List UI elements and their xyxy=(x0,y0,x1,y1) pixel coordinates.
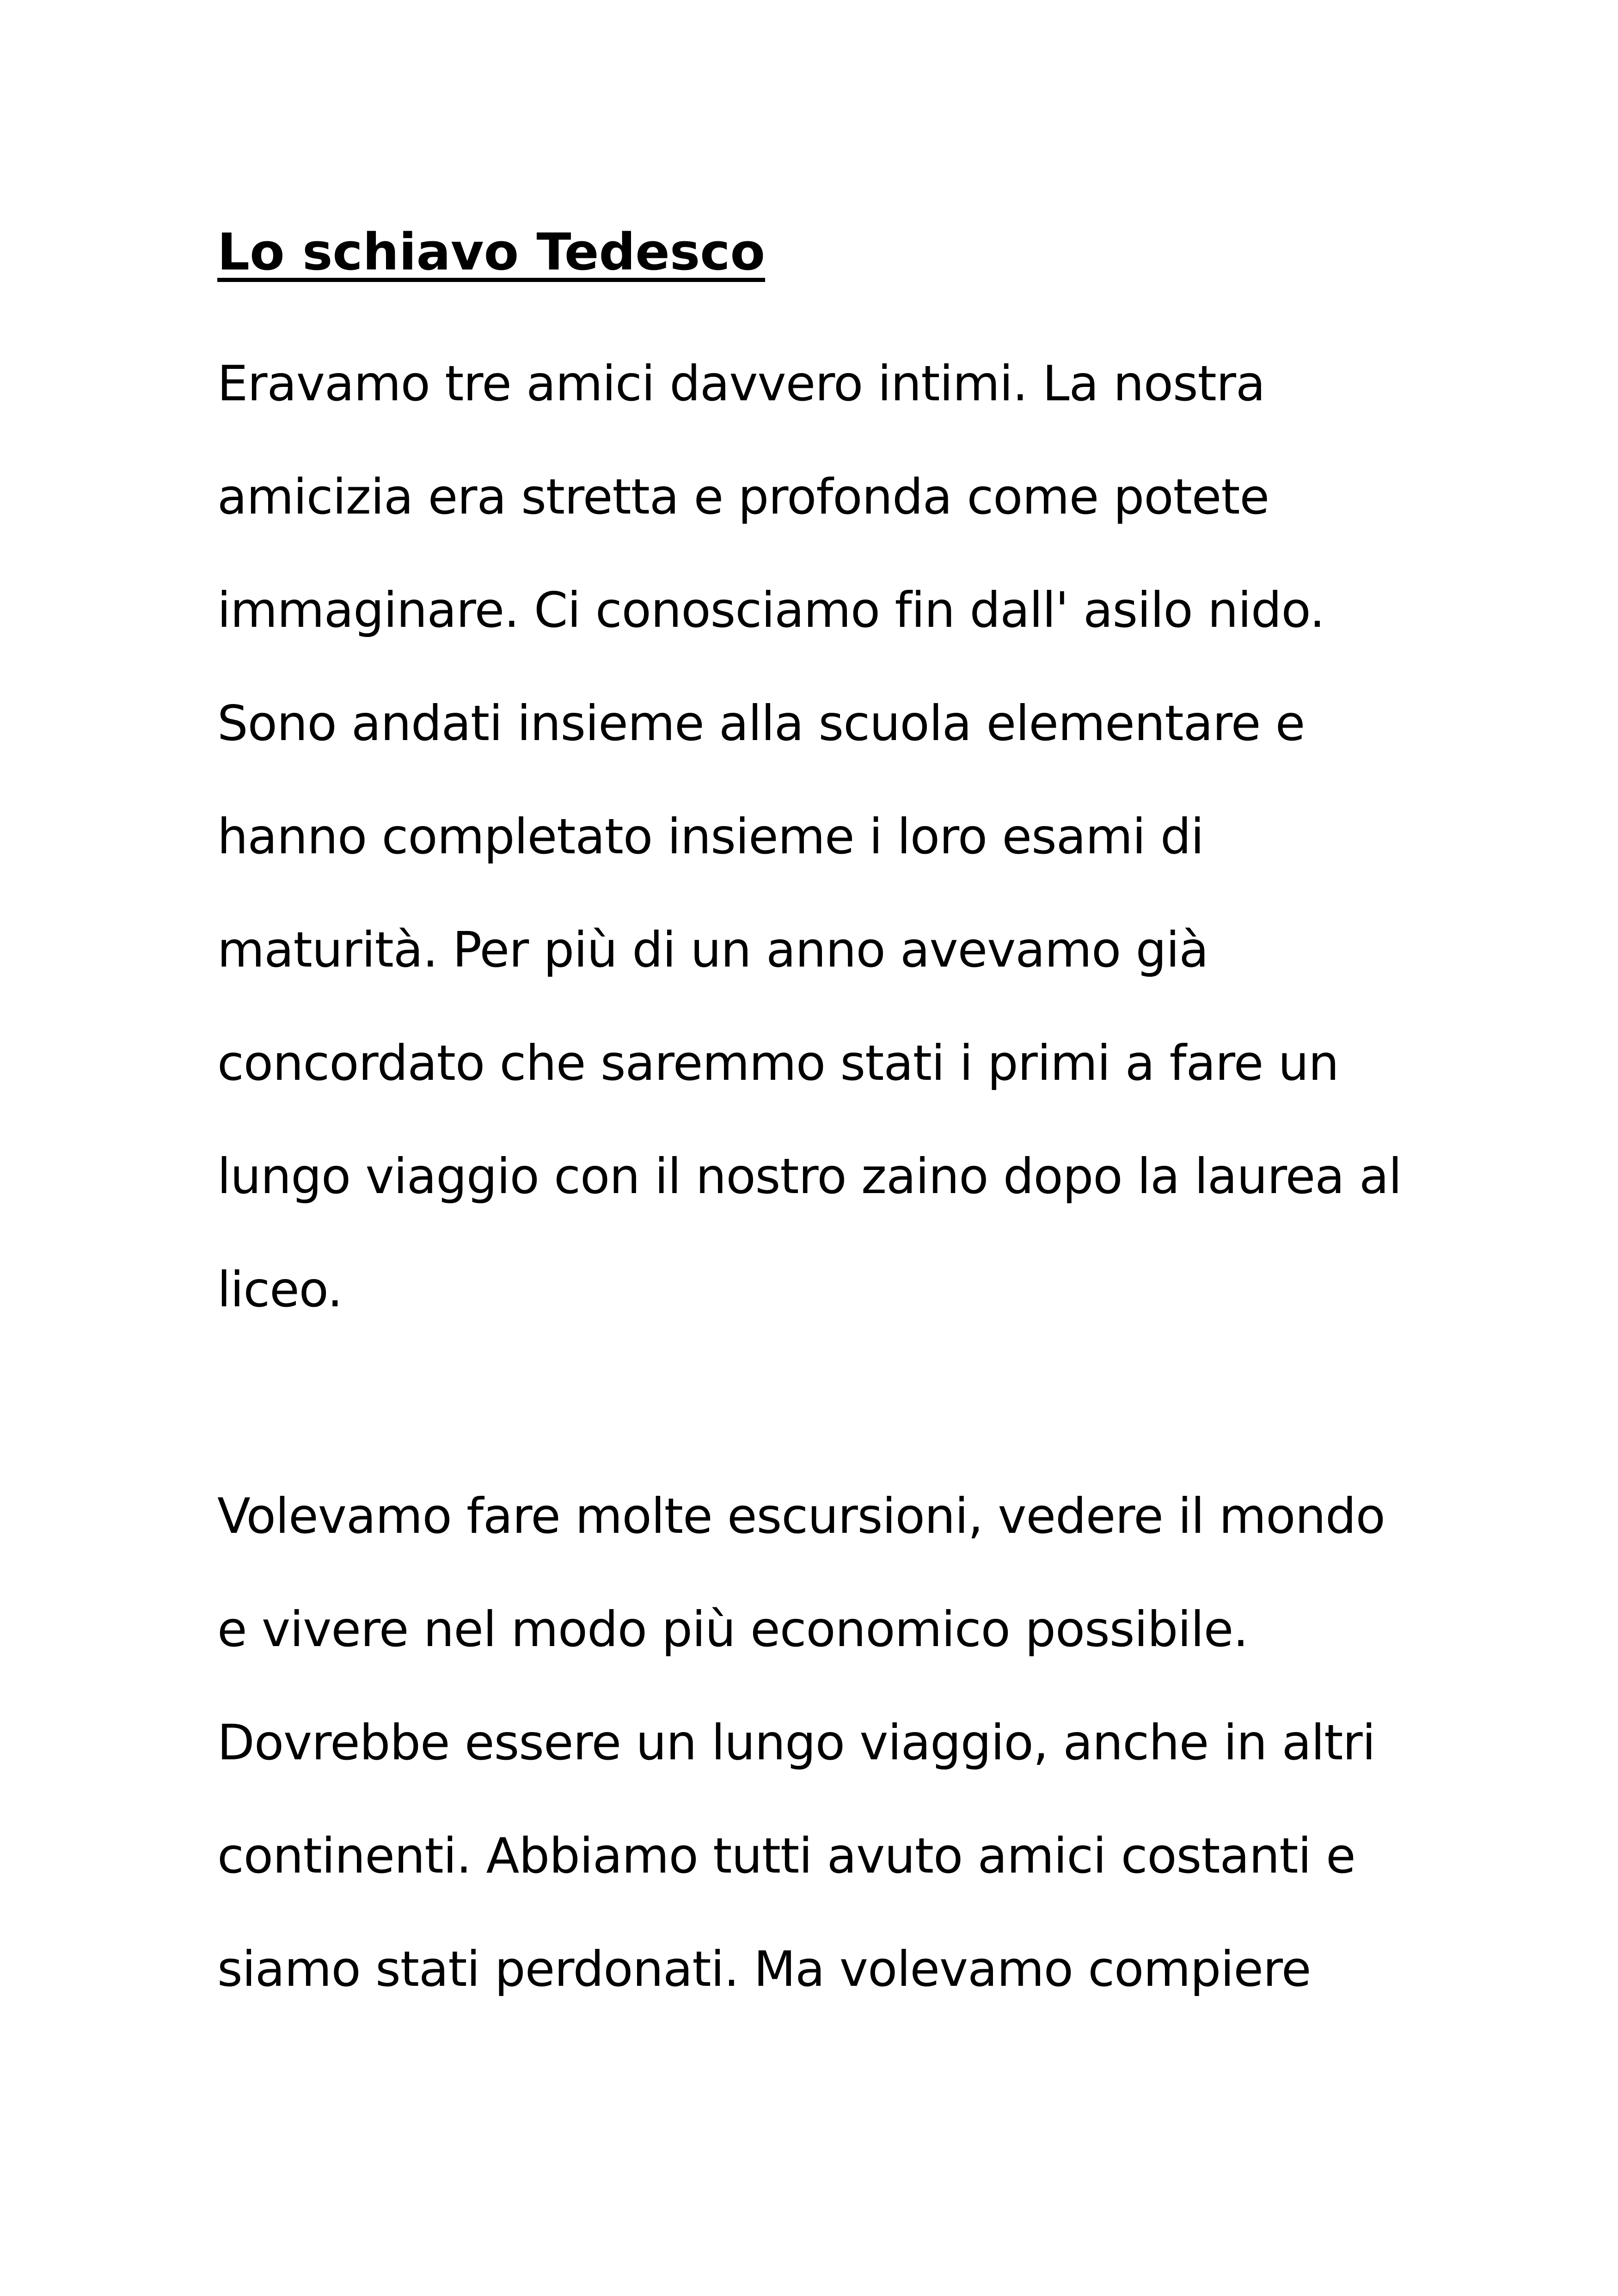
paragraph-line: amicizia era stretta e profonda come potete xyxy=(217,469,1269,525)
paragraph-line: Volevamo fare molte escursioni, vedere il mondo xyxy=(217,1488,1385,1544)
paragraph-line: immaginare. Ci conosciamo fin dall' asilo nido. xyxy=(217,582,1325,638)
document-title: Lo schiavo Tedesco xyxy=(217,222,766,282)
paragraph-line: Sono andati insieme alla scuola elementare e xyxy=(217,695,1305,752)
paragraph-line: liceo. xyxy=(217,1261,343,1318)
paragraph-line: siamo stati perdonati. Ma volevamo compiere xyxy=(217,1941,1311,1997)
paragraph-line: Eravamo tre amici davvero intimi. La nostra xyxy=(217,355,1265,412)
paragraph-line: hanno completato insieme i loro esami di xyxy=(217,808,1204,865)
paragraph-line: concordato che saremmo stati i primi a fare un xyxy=(217,1035,1339,1091)
paragraph-line: Dovrebbe essere un lungo viaggio, anche in altri xyxy=(217,1714,1375,1771)
paragraph-line: lungo viaggio con il nostro zaino dopo la laurea al xyxy=(217,1148,1402,1205)
paragraph-line: e vivere nel modo più economico possibile. xyxy=(217,1601,1248,1658)
paragraph-line: continenti. Abbiamo tutti avuto amici costanti e xyxy=(217,1828,1355,1884)
paragraph-line: maturità. Per più di un anno avevamo già xyxy=(217,922,1208,978)
